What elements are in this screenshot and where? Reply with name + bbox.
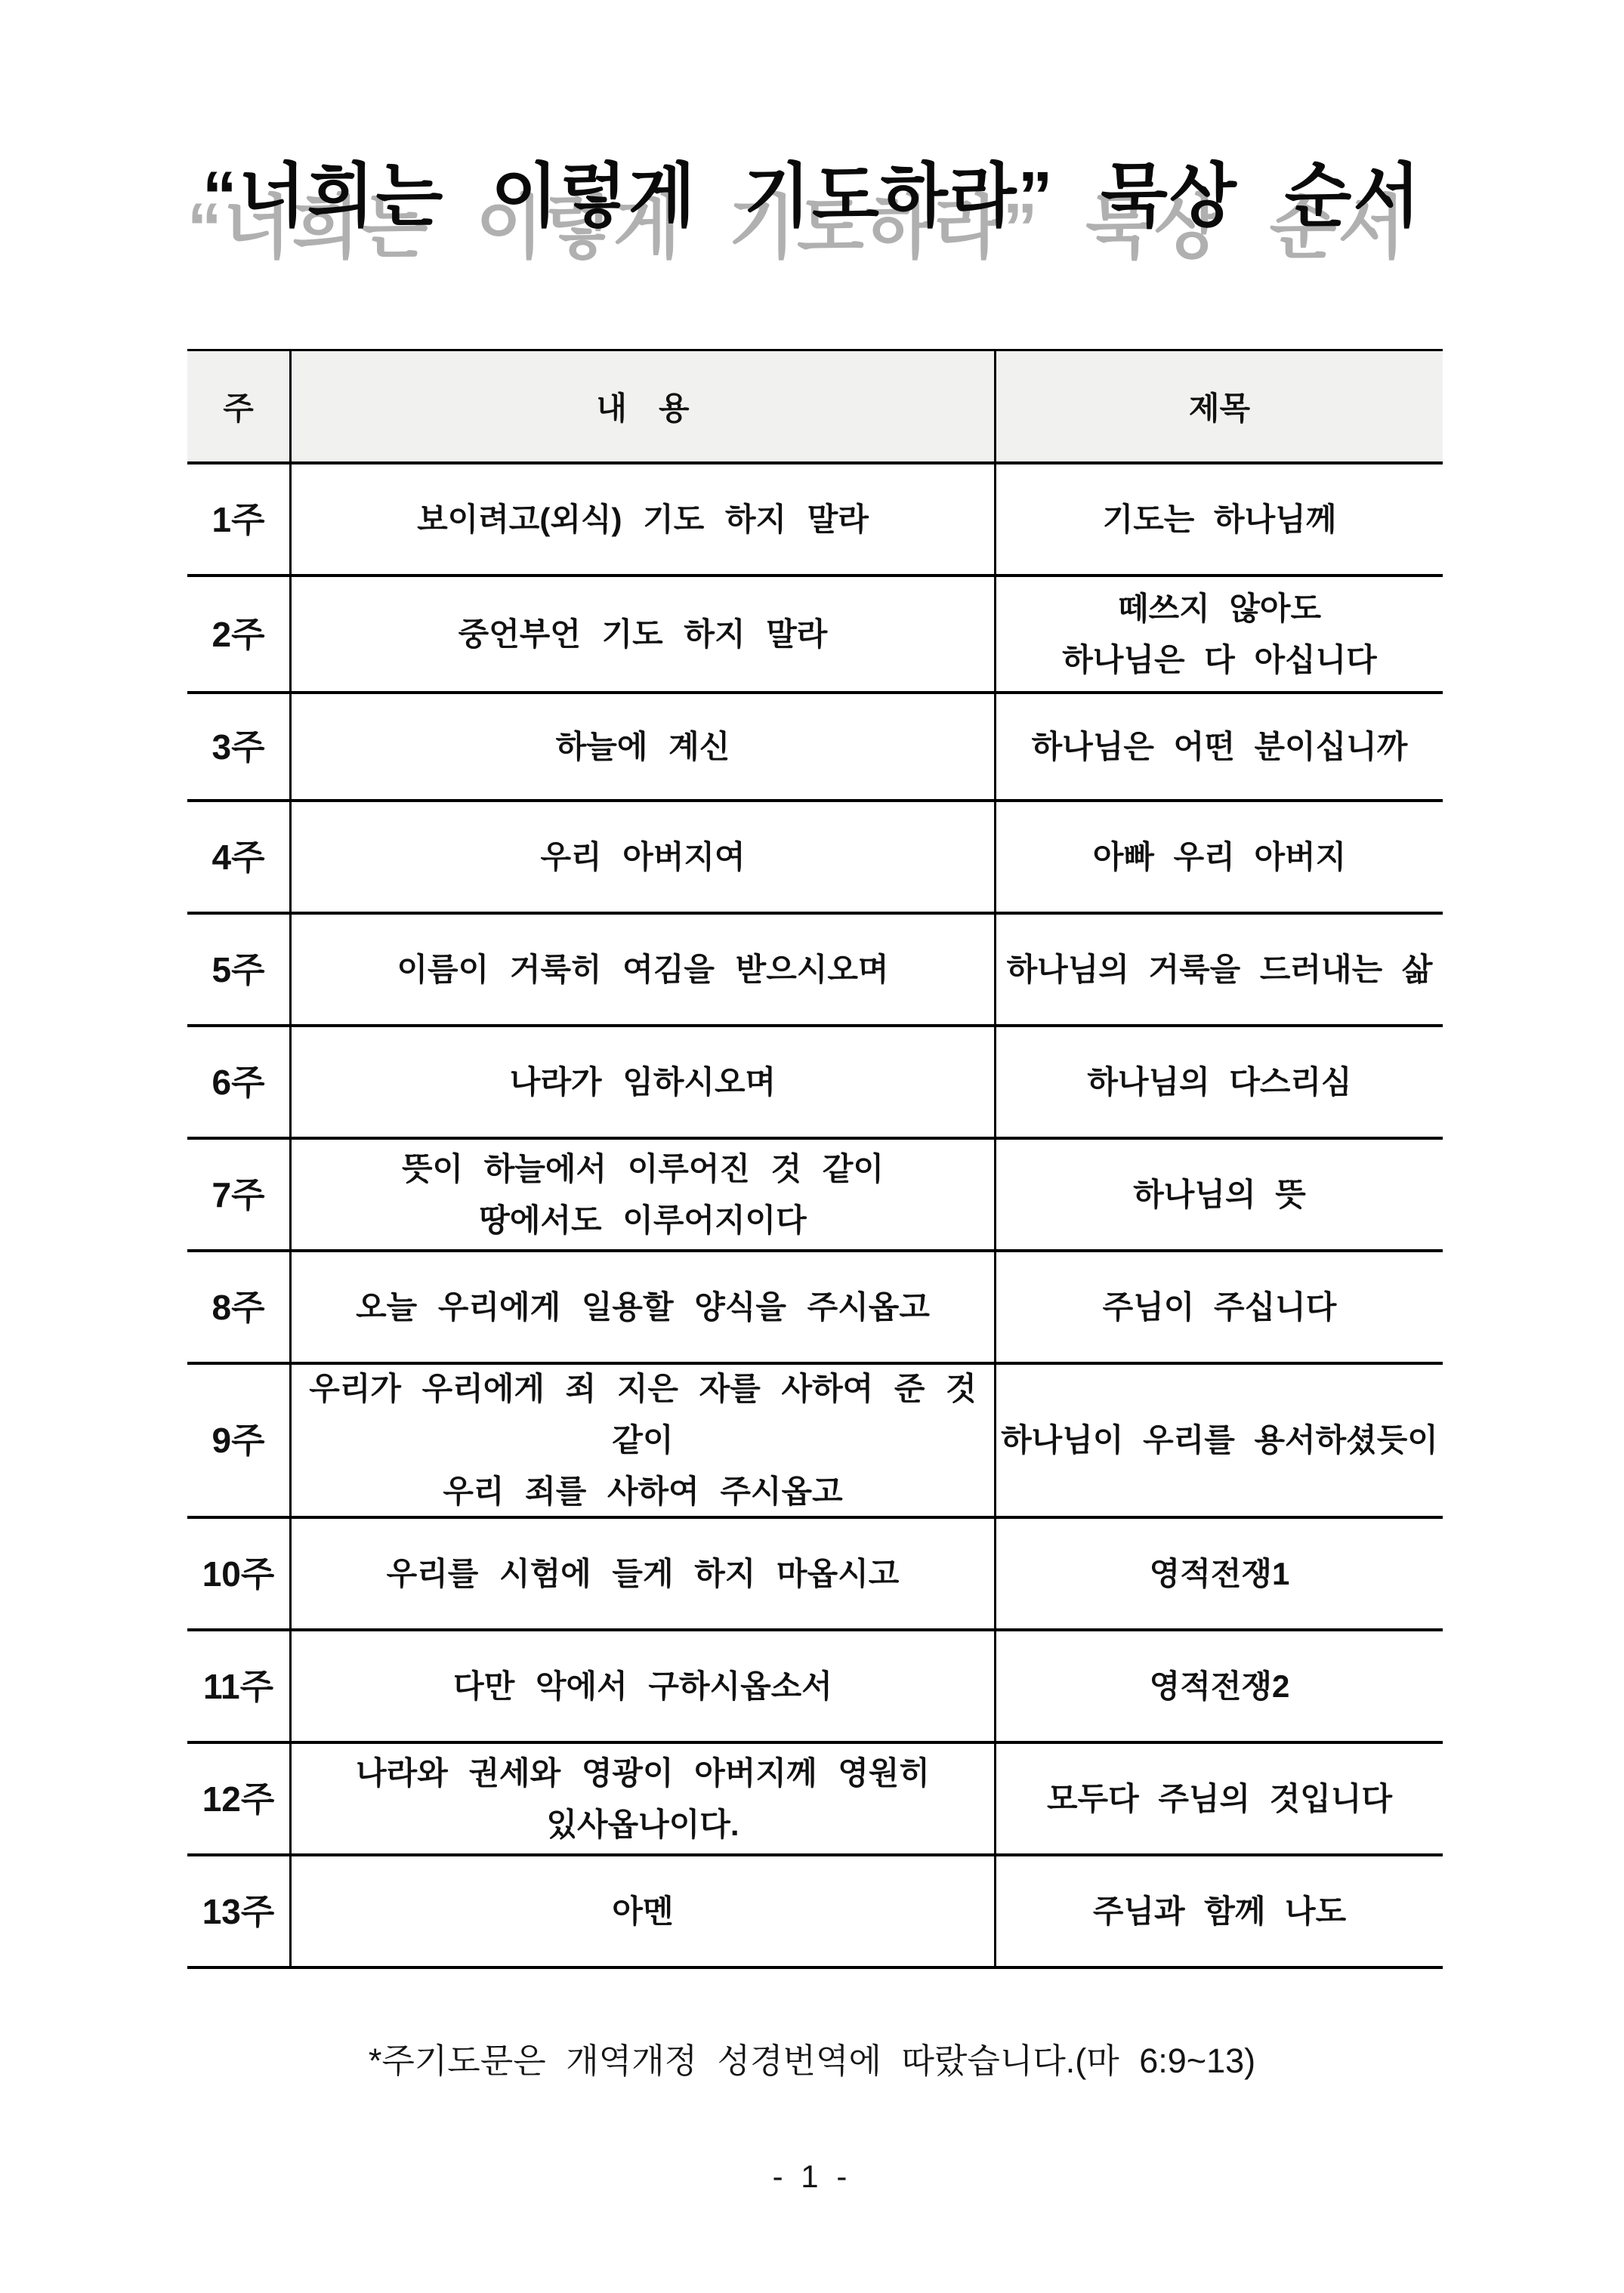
title-cell bbox=[996, 464, 1443, 574]
week-cell bbox=[187, 1744, 292, 1853]
cell-line: 나라와 권세와 영광이 아버지께 영원히 bbox=[356, 1754, 930, 1791]
week-cell bbox=[187, 1365, 292, 1516]
week-cell bbox=[187, 1027, 292, 1137]
cell-line: 1주 bbox=[211, 499, 265, 539]
table-row bbox=[187, 1365, 1443, 1519]
cell-line: 모두다 주님의 것입니다 bbox=[1046, 1780, 1393, 1816]
cell-line: 떼쓰지 않아도 bbox=[1117, 590, 1322, 626]
cell-line: 주님이 주십니다 bbox=[1102, 1288, 1337, 1325]
header-cell-title: 제목 bbox=[1188, 390, 1251, 426]
cell-line: 하나님의 다스리심 bbox=[1087, 1063, 1352, 1100]
content-cell bbox=[292, 1744, 996, 1853]
cell-line: 아빠 우리 아버지 bbox=[1092, 838, 1347, 875]
content-cell bbox=[292, 1365, 996, 1516]
cell-line: 3주 bbox=[211, 727, 265, 767]
week-cell bbox=[187, 464, 292, 574]
title-cell bbox=[996, 694, 1443, 799]
cell-line: 8주 bbox=[211, 1287, 265, 1327]
table-row bbox=[187, 1519, 1443, 1631]
cell-line: 7주 bbox=[211, 1174, 265, 1214]
footnote: *주기도문은 개역개정 성경번역에 따랐습니다.(마 6:9~13) bbox=[368, 2041, 1256, 2080]
cell-line: 우리가 우리에게 죄 지은 자를 사하여 준 것 bbox=[309, 1371, 977, 1406]
content-cell bbox=[292, 577, 996, 691]
title-cell bbox=[996, 577, 1443, 691]
content-cell bbox=[292, 464, 996, 574]
cell-line: 우리 아버지여 bbox=[540, 838, 746, 875]
cell-line: 나라가 임하시오며 bbox=[509, 1063, 776, 1100]
table-row bbox=[187, 1252, 1443, 1365]
cell-line: 하나님의 거룩을 드러내는 삶 bbox=[1006, 951, 1433, 987]
table-row bbox=[187, 1140, 1443, 1252]
cell-line: 보이려고(외식) 기도 하지 말라 bbox=[417, 501, 869, 537]
cell-line: 하늘에 계신 bbox=[555, 728, 730, 764]
content-cell bbox=[292, 1140, 996, 1249]
cell-line: 11주 bbox=[202, 1666, 274, 1706]
cell-line: 10주 bbox=[202, 1554, 275, 1594]
cell-line: 4주 bbox=[211, 837, 265, 877]
header-cell-week: 주 bbox=[187, 351, 292, 461]
content-cell bbox=[292, 694, 996, 799]
title-cell bbox=[996, 1365, 1443, 1516]
week-cell bbox=[187, 1252, 292, 1362]
cell-line: 2주 bbox=[211, 614, 265, 654]
content-cell bbox=[292, 1631, 996, 1741]
title-cell bbox=[996, 1140, 1443, 1249]
cell-line: 있사옵나이다. bbox=[546, 1806, 739, 1842]
table-row bbox=[187, 1631, 1443, 1744]
title-cell bbox=[996, 802, 1443, 912]
table-row bbox=[187, 802, 1443, 915]
cell-line: 5주 bbox=[211, 949, 265, 989]
cell-line: 하나님이 우리를 용서하셨듯이 bbox=[1001, 1422, 1438, 1458]
title-cell bbox=[996, 1519, 1443, 1628]
table-row bbox=[187, 694, 1443, 802]
week-cell bbox=[187, 577, 292, 691]
table-row bbox=[187, 1027, 1443, 1140]
table-row bbox=[187, 464, 1443, 577]
title-cell bbox=[996, 1252, 1443, 1362]
cell-line: 기도는 하나님께 bbox=[1102, 501, 1337, 537]
header-cell-content: 내 용 bbox=[292, 351, 996, 461]
table-row bbox=[187, 1744, 1443, 1856]
cell-line: 아멘 bbox=[612, 1893, 674, 1929]
content-cell bbox=[292, 1027, 996, 1137]
cell-line: 12주 bbox=[202, 1779, 275, 1819]
content-cell bbox=[292, 1519, 996, 1628]
week-cell bbox=[187, 802, 292, 912]
cell-line: 9주 bbox=[211, 1421, 265, 1460]
title-cell bbox=[996, 1631, 1443, 1741]
cell-line: 우리 죄를 사하여 주시옵고 bbox=[443, 1474, 843, 1509]
content-cell bbox=[292, 1856, 996, 1966]
title-cell bbox=[996, 1856, 1443, 1966]
content-cell bbox=[292, 915, 996, 1024]
cell-line: 땅에서도 이루어지이다 bbox=[479, 1202, 807, 1238]
cell-line: 같이 bbox=[612, 1422, 674, 1458]
page-number: - 1 - bbox=[772, 2159, 852, 2194]
cell-line: 이름이 거룩히 여김을 받으시오며 bbox=[397, 951, 889, 987]
cell-line: 영적전쟁2 bbox=[1149, 1668, 1290, 1704]
title-cell bbox=[996, 1744, 1443, 1853]
cell-line: 주님과 함께 나도 bbox=[1092, 1893, 1347, 1929]
cell-line: 하나님은 어떤 분이십니까 bbox=[1031, 728, 1408, 764]
title-cell bbox=[996, 1027, 1443, 1137]
page-title: “너희는 이렇게 기도하라” 묵상 순서 bbox=[202, 158, 1422, 235]
cell-line: 뜻이 하늘에서 이루어진 것 같이 bbox=[401, 1150, 885, 1187]
content-cell bbox=[292, 802, 996, 912]
cell-line: 다만 악에서 구하시옵소서 bbox=[453, 1668, 832, 1704]
week-cell bbox=[187, 1140, 292, 1249]
table-header-row bbox=[187, 351, 1443, 464]
content-cell bbox=[292, 1252, 996, 1362]
cell-line: 하나님의 뜻 bbox=[1133, 1176, 1306, 1212]
table-row bbox=[187, 577, 1443, 694]
meditation-schedule-table bbox=[187, 349, 1443, 1969]
week-cell bbox=[187, 1631, 292, 1741]
cell-line: 오늘 우리에게 일용할 양식을 주시옵고 bbox=[356, 1288, 930, 1325]
cell-line: 우리를 시험에 들게 하지 마옵시고 bbox=[386, 1555, 900, 1591]
week-cell bbox=[187, 1519, 292, 1628]
table-row bbox=[187, 915, 1443, 1027]
week-cell bbox=[187, 1856, 292, 1966]
title-cell bbox=[996, 915, 1443, 1024]
week-cell bbox=[187, 915, 292, 1024]
cell-line: 영적전쟁1 bbox=[1149, 1555, 1290, 1591]
cell-line: 13주 bbox=[202, 1891, 275, 1931]
cell-line: 하나님은 다 아십니다 bbox=[1062, 641, 1377, 677]
table-row bbox=[187, 1856, 1443, 1969]
cell-line: 6주 bbox=[211, 1062, 265, 1102]
cell-line: 중언부언 기도 하지 말라 bbox=[458, 616, 828, 652]
table-body bbox=[187, 464, 1443, 1969]
week-cell bbox=[187, 694, 292, 799]
